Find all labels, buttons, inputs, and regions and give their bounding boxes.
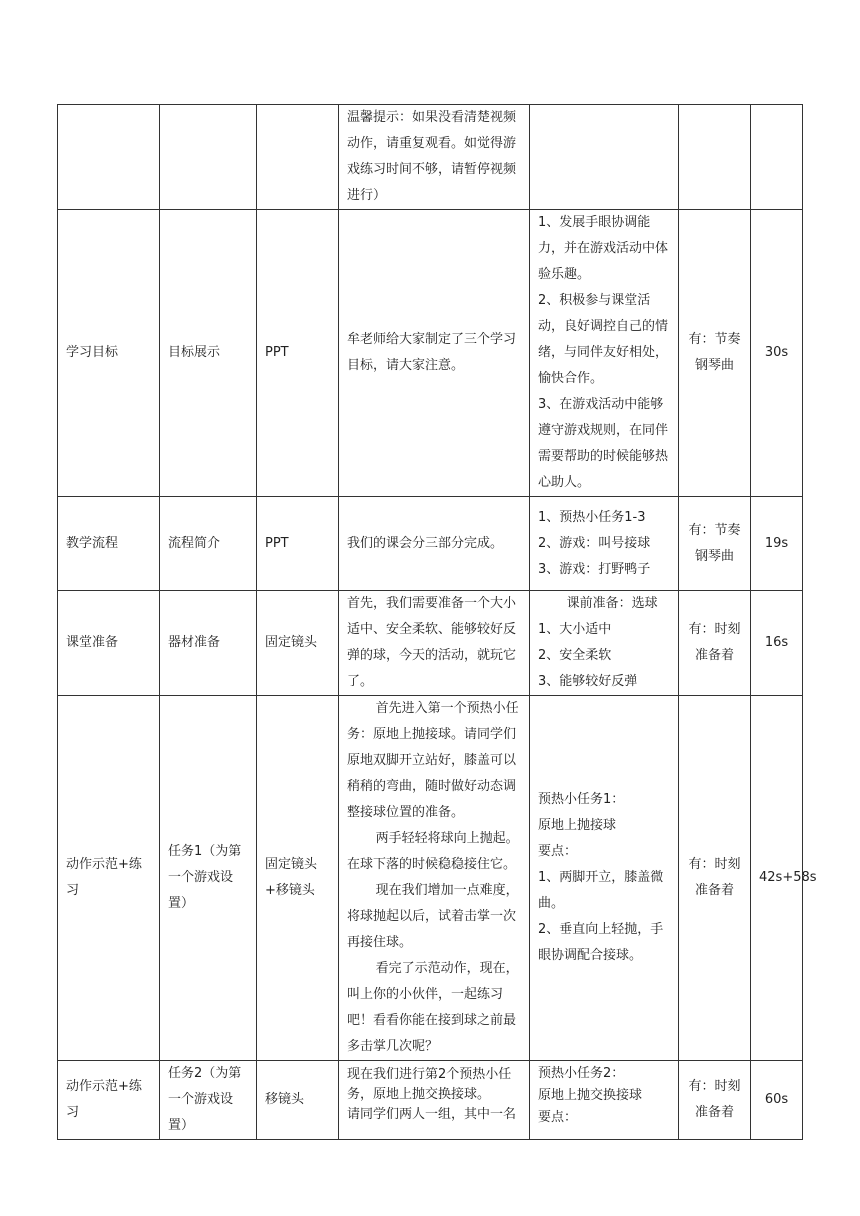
cell-link: 教学流程	[58, 497, 160, 591]
goal-line: 1、两脚开立，膝盖微曲。	[538, 870, 664, 911]
table-row	[58, 591, 803, 696]
goal-line: 预热小任务2：	[538, 1066, 625, 1081]
cell-link: 课堂准备	[58, 591, 160, 696]
goal-line: 3、在游戏活动中能够遵守游戏规则，在同伴需要帮助的时候能够热心助人。	[538, 397, 669, 490]
script-paragraph: 现在我们进行第2个预热小任务，原地上抛交换接球。	[347, 1067, 512, 1102]
cell-content: 流程简介	[160, 497, 257, 591]
cell-link	[58, 105, 160, 210]
cell-goal	[530, 497, 679, 591]
goal-line: 2、垂直向上轻抛，手眼协调配合接球。	[538, 922, 664, 963]
goal-line: 2、安全柔软	[538, 648, 612, 663]
cell-link: 动作示范+练习	[58, 1061, 160, 1140]
cell-goal	[530, 591, 679, 696]
goal-line: 原地上抛交换接球	[538, 1088, 643, 1103]
table-row	[58, 696, 803, 1061]
table-row	[58, 105, 803, 210]
cell-script	[339, 210, 530, 497]
cell-media: 固定镜头	[257, 591, 339, 696]
cell-time: 60s	[751, 1061, 803, 1140]
cell-music: 有：时刻准备着	[679, 591, 751, 696]
script-paragraph: 看完了示范动作，现在，叫上你的小伙伴，一起练习吧！看看你能在接到球之前最多击掌几次呢？	[347, 961, 519, 1054]
cell-music: 有：时刻准备着	[679, 1061, 751, 1140]
cell-media	[257, 105, 339, 210]
cell-time: 19s	[751, 497, 803, 591]
cell-music	[679, 105, 751, 210]
table-row	[58, 497, 803, 591]
script-paragraph: 首先，我们需要准备一个大小适中、安全柔软、能够较好反弹的球，今天的活动，就玩它了。	[347, 596, 517, 689]
cell-content: 任务2（为第一个游戏设置）	[160, 1061, 257, 1140]
cell-music: 有：节奏钢琴曲	[679, 497, 751, 591]
cell-time: 16s	[751, 591, 803, 696]
cell-link: 学习目标	[58, 210, 160, 497]
script-paragraph: 请同学们两人一组，其中一名	[347, 1107, 517, 1122]
cell-music: 有：节奏钢琴曲	[679, 210, 751, 497]
script-paragraph: 温馨提示：如果没看清楚视频动作，请重复观看。如觉得游戏练习时间不够，请暂停视频进行）	[347, 110, 517, 203]
script-paragraph: 我们的课会分三部分完成。	[347, 535, 504, 551]
cell-goal	[530, 105, 679, 210]
table-row	[58, 1061, 803, 1140]
cell-content: 器材准备	[160, 591, 257, 696]
cell-content: 任务1（为第一个游戏设置）	[160, 696, 257, 1061]
cell-time: 30s	[751, 210, 803, 497]
cell-script	[339, 696, 530, 1061]
goal-line: 3、游戏：打野鸭子	[538, 561, 651, 577]
cell-media: PPT	[257, 210, 339, 497]
cell-time: 42s+58s	[751, 696, 803, 1061]
cell-link: 动作示范+练习	[58, 696, 160, 1061]
goal-line: 2、积极参与课堂活动，良好调控自己的情绪，与同伴友好相处，愉快合作。	[538, 293, 669, 386]
cell-goal	[530, 696, 679, 1061]
cell-media: 固定镜头+移镜头	[257, 696, 339, 1061]
cell-goal	[530, 210, 679, 497]
cell-script	[339, 497, 530, 591]
cell-content: 目标展示	[160, 210, 257, 497]
goal-line: 1、预热小任务1-3	[538, 509, 646, 525]
script-paragraph: 两手轻轻将球向上抛起。在球下落的时候稳稳接住它。	[347, 831, 519, 872]
cell-music: 有：时刻准备着	[679, 696, 751, 1061]
table-row	[58, 210, 803, 497]
goal-line: 要点：	[538, 1110, 578, 1125]
goal-line: 要点：	[538, 844, 578, 859]
cell-content	[160, 105, 257, 210]
cell-goal	[530, 1061, 679, 1140]
cell-script	[339, 591, 530, 696]
cell-media: PPT	[257, 497, 339, 591]
goal-line: 原地上抛接球	[538, 818, 617, 833]
lesson-plan-table	[57, 104, 817, 1140]
cell-media: 移镜头	[257, 1061, 339, 1140]
goal-line: 3、能够较好反弹	[538, 674, 638, 689]
cell-time	[751, 105, 803, 210]
cell-script	[339, 1061, 530, 1140]
goal-line: 1、大小适中	[538, 622, 612, 637]
goal-line: 2、游戏：叫号接球	[538, 535, 651, 551]
script-paragraph: 现在我们增加一点难度，将球抛起以后，试着击掌一次再接住球。	[347, 883, 519, 950]
script-paragraph: 首先进入第一个预热小任务：原地上抛接球。请同学们原地双脚开立站好，膝盖可以稍稍的弯曲，随时做好动态调整接球位置的准备。	[347, 701, 519, 820]
goal-line: 预热小任务1：	[538, 792, 625, 807]
cell-script	[339, 105, 530, 210]
script-paragraph: 牟老师给大家制定了三个学习目标，请大家注意。	[347, 332, 517, 373]
goal-line: 1、发展手眼协调能力，并在游戏活动中体验乐趣。	[538, 215, 669, 282]
goal-line: 课前准备：选球	[566, 596, 658, 611]
